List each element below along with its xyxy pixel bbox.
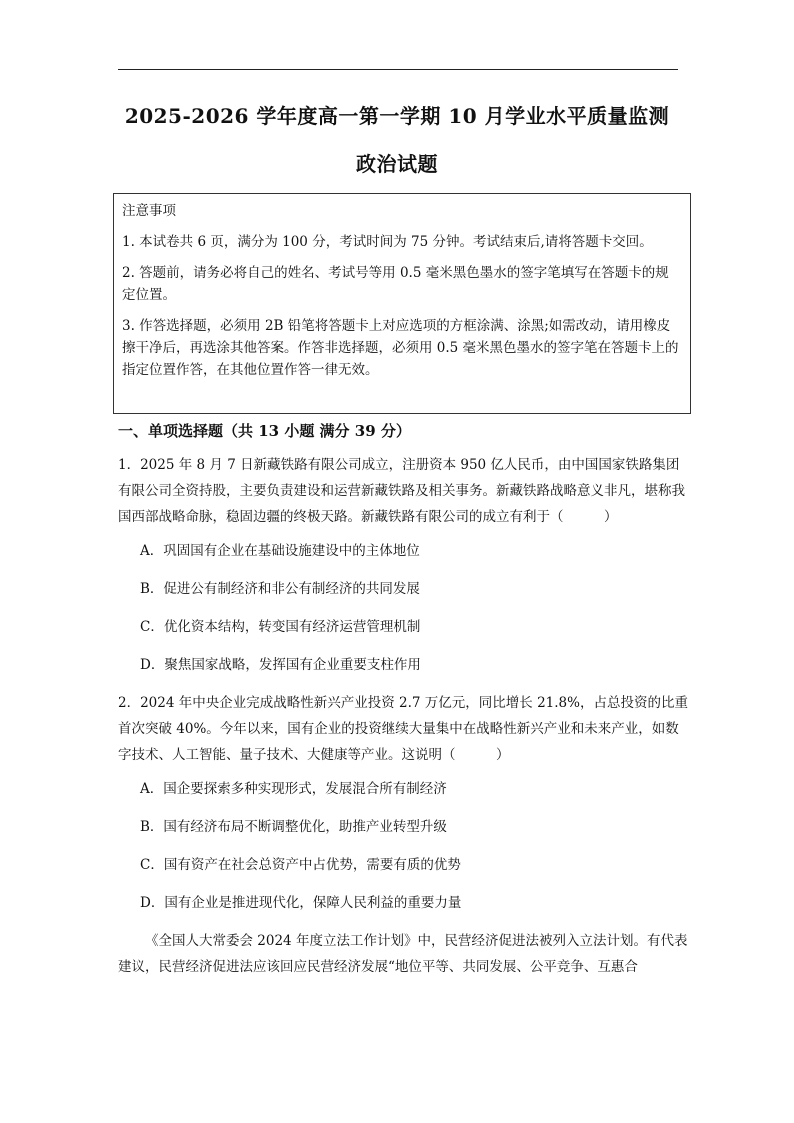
question-stem: 2．2024 年中央企业完成战略性新兴产业投资 2.7 万亿元，同比增长 21.8%，占总投资的比重首次突破 40%。今年以来，国有企业的投资继续大量集中在战略性新兴产业和未来产业，如数字技术、人工智能、量子技术、大健康等产业。这说明（ ） — [118, 695, 688, 763]
material-paragraph: 《全国人大常委会 2024 年度立法工作计划》中，民营经济促进法被列入立法计划。有代表建议，民营经济促进法应该回应民营经济发展“地位平等、共同发展、公平竞争、互惠合 — [118, 933, 688, 975]
notice-item: 2. 答题前，请务必将自己的姓名、考试号等用 0.5 毫米黑色墨水的签字笔填写在答题卡的规定位置。 — [122, 265, 669, 303]
questions-area — [118, 452, 688, 980]
option-a: A．国企要探索多种实现形式，发展混合所有制经济 — [140, 781, 447, 797]
option-d: D．国有企业是推进现代化，保障人民利益的重要力量 — [140, 895, 462, 911]
question-2 — [118, 690, 688, 916]
option-c: C．国有资产在社会总资产中占优势，需要有质的优势 — [140, 857, 461, 873]
question-1 — [118, 452, 688, 678]
exam-title: 2025-2026 学年度高一第一学期 10 月学业水平质量监测 — [124, 104, 670, 128]
option-b: B．国有经济布局不断调整优化，助推产业转型升级 — [140, 819, 447, 835]
notice-item: 1. 本试卷共 6 页，满分为 100 分，考试时间为 75 分钟。考试结束后,请将答题卡交回。 — [122, 234, 653, 250]
exam-subject-title: 政治试题 — [356, 152, 438, 176]
notice-item: 3. 作答选择题，必须用 2B 铅笔将答题卡上对应选项的方框涂满、涂黑;如需改动，请用橡皮擦干净后，再选涂其他答案。作答非选择题，必须用 0.5 毫米黑色墨水的签字笔在答题卡上的指定位置作答，在其他位置作答一律无效。 — [122, 318, 679, 378]
option-d: D．聚焦国家战略，发挥国有企业重要支柱作用 — [140, 657, 421, 673]
top-rule — [118, 69, 678, 70]
question-stem: 1．2025 年 8 月 7 日新藏铁路有限公司成立，注册资本 950 亿人民币，由中国国家铁路集团有限公司全资持股，主要负责建设和运营新藏铁路及相关事务。新藏铁路战略意义非凡，堪称我国西部战略命脉，稳固边疆的终极天路。新藏铁路有限公司的成立有利于（ ） — [118, 457, 685, 525]
option-a: A．巩固国有企业在基础设施建设中的主体地位 — [140, 543, 420, 559]
notice-box — [113, 193, 691, 414]
section-heading: 一、单项选择题（共 13 小题 满分 39 分） — [118, 422, 411, 440]
option-c: C．优化资本结构，转变国有经济运营管理机制 — [140, 619, 421, 635]
option-b: B．促进公有制经济和非公有制经济的共同发展 — [140, 581, 420, 597]
notice-heading: 注意事项 — [122, 203, 176, 219]
